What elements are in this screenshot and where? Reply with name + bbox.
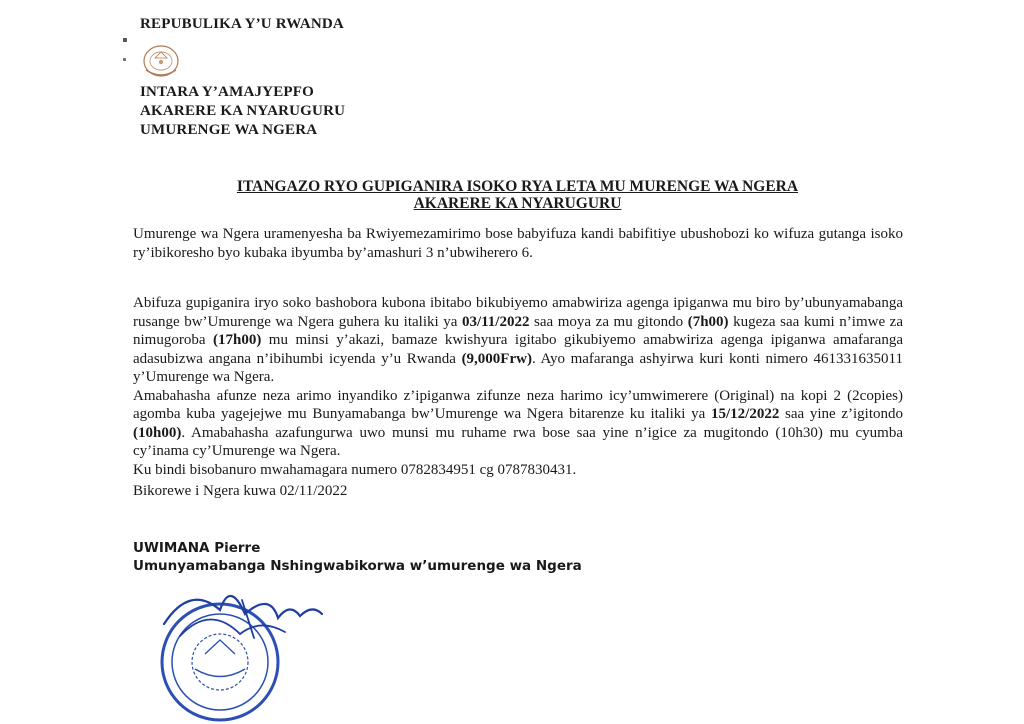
header-district: AKARERE KA NYARUGURU bbox=[140, 103, 346, 119]
text-segment: . Amabahasha azafungurwa uwo munsi mu ruhame rwa bose saa yine n’igice za mugitondo (10h30) mu cyumba cy’inama cy’Umurenge wa Ngera. bbox=[133, 424, 903, 459]
text-segment: Abifuza gupiganira iryo soko bashobora kubona ibitabo bikubiyemo amabwiriza agenga ipiganwa mu biro by’ubunyamabanga rusange bw’Umurenge wa Ngera guhera ku italiki ya bbox=[133, 295, 903, 330]
text-segment: kugeza saa kumi n’imwe za nimugoroba bbox=[133, 313, 903, 348]
issue-date-line: Bikorewe i Ngera kuwa 02/11/2022 bbox=[133, 483, 348, 499]
paragraph-intro: Umurenge wa Ngera uramenyesha ba Rwiyemezamirimo bose babyifuza kandi babifitiye ubushobozi ko wifuza gutanga isoko ry’ibikoresho byo kubaka ibyumba by’amashuri 3 n’ubwiherero 6. bbox=[133, 226, 903, 261]
text-segment: saa yine z’igitondo bbox=[779, 406, 904, 422]
official-stamp-icon bbox=[150, 574, 325, 724]
header-country: REPUBULIKA Y’U RWANDA bbox=[140, 16, 344, 32]
tender-fee: (9,000Frw) bbox=[461, 350, 532, 367]
deadline-time: (10h00) bbox=[133, 424, 182, 441]
text-segment: . Ayo mafaranga ashyirwa kuri konti nimero 461331635011 y’Umurenge wa Ngera. bbox=[133, 350, 903, 385]
title-line-1: ITANGAZO RYO GUPIGANIRA ISOKO RYA LETA MU MURENGE WA NGERA bbox=[236, 178, 799, 195]
signatory-title: Umunyamabanga Nshingwabikorwa w’umurenge wa Ngera bbox=[133, 558, 582, 574]
text-segment: saa moya za mu gitondo bbox=[529, 313, 688, 330]
margin-mark bbox=[123, 38, 127, 42]
notice-title bbox=[150, 178, 885, 212]
opening-time: (7h00) bbox=[687, 313, 729, 330]
contact-info: Ku bindi bisobanuro mwahamagara numero 0782834951 cg 0787830431. bbox=[133, 462, 577, 478]
closing-time: (17h00) bbox=[212, 332, 262, 348]
text-segment: mu minsi y’akazi, bamaze kwishyura igitabo gikubiyemo amabwiriza agenga ipiganwa amafaranga adasubizwa angana n’ibihumbi icyenda y’u Rwanda bbox=[133, 332, 903, 367]
opening-date: 03/11/2022 bbox=[461, 313, 530, 330]
signatory-name: UWIMANA Pierre bbox=[133, 540, 261, 556]
header-province: INTARA Y’AMAJYEPFO bbox=[140, 84, 315, 100]
deadline-date: 15/12/2022 bbox=[710, 406, 780, 422]
paragraph-details bbox=[133, 294, 903, 461]
title-line-2: AKARERE KA NYARUGURU bbox=[413, 195, 622, 212]
header-sector: UMURENGE WA NGERA bbox=[140, 122, 318, 138]
margin-mark bbox=[123, 58, 126, 61]
national-emblem-icon bbox=[138, 40, 184, 80]
text-segment: Amabahasha afunze neza arimo inyandiko z’ipiganwa zifunze neza harimo icy’umwimerere (Original) na kopi 2 (2copies) agomba kuba yagejejwe mu Bunyamabanga bw’Umurenge wa Ngera bitarenze ku italiki ya bbox=[133, 387, 903, 422]
